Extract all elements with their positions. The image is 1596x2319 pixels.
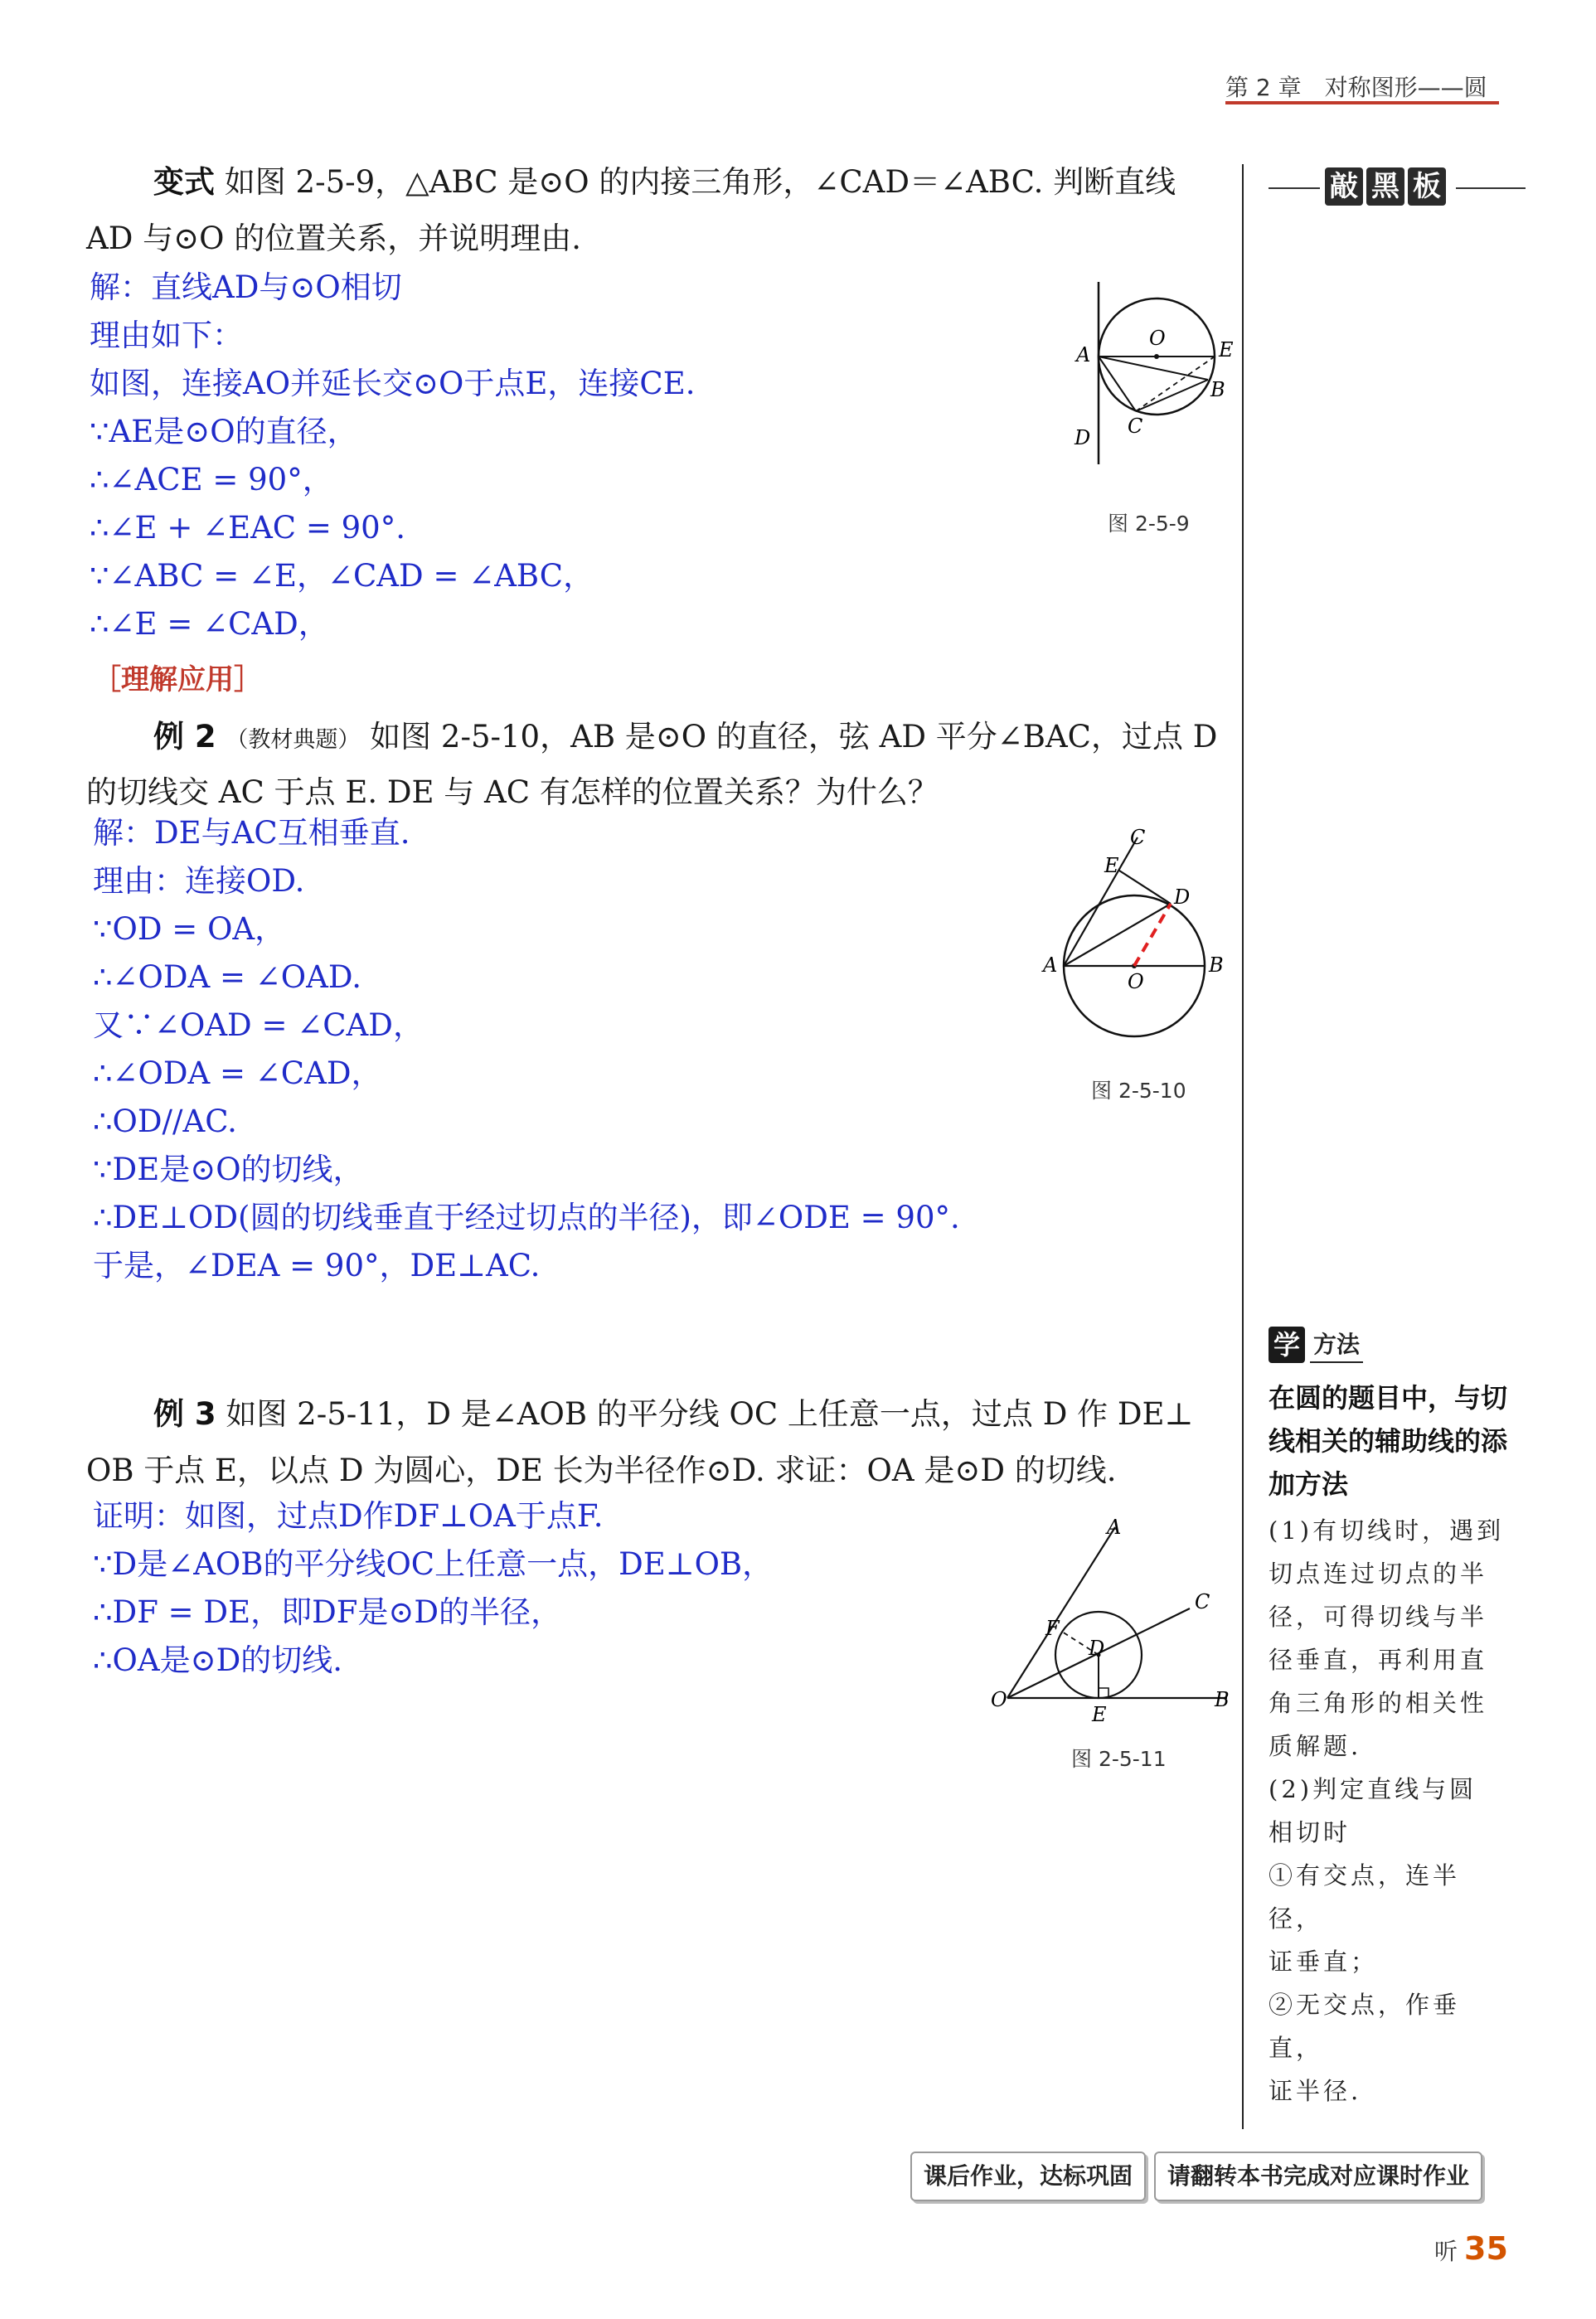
board-line-left xyxy=(1269,187,1320,189)
answer-line: ∵OD = OA， xyxy=(93,911,286,947)
example3-answer xyxy=(93,1492,773,1685)
figure-caption-2-5-10: 图 2-5-10 xyxy=(1091,1079,1186,1103)
method-line: 相切时 xyxy=(1269,1818,1351,1846)
variant-question-line1 xyxy=(153,154,1176,211)
answer-line: ∴OA是⊙D的切线. xyxy=(93,1642,343,1678)
aux-line-od xyxy=(1134,904,1171,966)
example2-question-line1 xyxy=(153,709,1217,769)
answer-line: ∴∠ODA = ∠OAD. xyxy=(93,959,361,995)
figure-caption-2-5-11: 图 2-5-11 xyxy=(1071,1747,1167,1771)
answer-line: ∵AE是⊙O的直径， xyxy=(90,414,358,449)
variant-tag: 变式 xyxy=(153,164,215,200)
example3-text-1: 如图 2-5-11，D 是∠AOB 的平分线 OC 上任意一点，过点 D 作 DE⊥ xyxy=(226,1396,1194,1432)
board-char: 黑 xyxy=(1366,167,1404,206)
page-prefix: 听 xyxy=(1434,2238,1458,2265)
header-divider xyxy=(1225,101,1499,104)
figure-caption-2-5-9: 图 2-5-9 xyxy=(1108,512,1190,536)
answer-line: ∴DF = DE，即DF是⊙D的半径， xyxy=(93,1594,562,1630)
method-title: 在圆的题目中，与切线相关的辅助线的添加方法 xyxy=(1269,1382,1508,1500)
method-line: 质解题. xyxy=(1269,1732,1362,1760)
method-line: ①有交点，连半径， xyxy=(1269,1861,1461,1933)
section-label-application: ［理解应用］ xyxy=(93,663,262,696)
method-line: 径垂直，再利用直 xyxy=(1269,1646,1488,1674)
example2-question-line2: 的切线交 AC 于点 E. DE 与 AC 有怎样的位置关系？为什么？ xyxy=(86,774,939,810)
answer-line: ∴OD//AC. xyxy=(93,1104,237,1139)
answer-line: 于是，∠DEA = 90°，DE⊥AC. xyxy=(93,1248,541,1283)
method-line: 径，可得切线与半 xyxy=(1269,1603,1488,1631)
label-c: C xyxy=(1130,826,1146,849)
example3-question-line2: OB 于点 E，以点 D 为圆心，DE 长为半径作⊙D. 求证：OA 是⊙D 的切线. xyxy=(86,1453,1117,1488)
answer-line: ∴∠ACE = 90°， xyxy=(90,462,333,497)
variant-question-line2: AD 与⊙O 的位置关系，并说明理由. xyxy=(86,221,582,256)
answer-line: ∴∠E + ∠EAC = 90°. xyxy=(90,510,405,546)
label-a: A xyxy=(1076,343,1091,366)
segment-ce-dashed xyxy=(1136,357,1215,411)
label-c: C xyxy=(1128,415,1143,438)
label-c: C xyxy=(1195,1590,1210,1613)
flip-book-box: 请翻转本书完成对应课时作业 xyxy=(1154,2152,1482,2201)
method-line: (1)有切线时，遇到 xyxy=(1269,1516,1505,1545)
example2-tag: 例 2 xyxy=(153,719,216,754)
answer-line: 解：直线AD与⊙O相切 xyxy=(90,269,402,305)
knock-board-label xyxy=(1269,164,1517,211)
answer-line: ∴∠E = ∠CAD， xyxy=(90,606,329,642)
answer-line: ∵DE是⊙O的切线， xyxy=(93,1152,364,1187)
figure-2-5-10 xyxy=(1028,821,1244,1053)
method-line: 证垂直； xyxy=(1269,1948,1379,1976)
method-line: 角三角形的相关性 xyxy=(1269,1689,1488,1717)
figure-2-5-9 xyxy=(1053,274,1252,473)
chapter-header: 第 2 章 对称图形——圆 xyxy=(1225,74,1487,101)
example3-question-line1 xyxy=(153,1386,1193,1443)
method-line: 切点连过切点的半 xyxy=(1269,1560,1488,1588)
method-line: (2)判定直线与圆 xyxy=(1269,1775,1477,1803)
method-line: ②无交点，作垂直， xyxy=(1269,1991,1461,2062)
method-xue-badge: 学 xyxy=(1269,1327,1305,1363)
page-number-value: 35 xyxy=(1464,2230,1508,2267)
label-b: B xyxy=(1210,378,1225,401)
answer-line: 又∵∠OAD = ∠CAD， xyxy=(93,1007,424,1043)
example2-source: （教材典题） xyxy=(226,727,361,753)
label-o: O xyxy=(991,1688,1007,1711)
label-b: B xyxy=(1215,1688,1230,1711)
homework-label-box: 课后作业，达标巩固 xyxy=(910,2152,1146,2201)
label-e: E xyxy=(1104,854,1119,877)
method-line: 证半径. xyxy=(1269,2077,1362,2105)
answer-line: ∵D是∠AOB的平分线OC上任意一点，DE⊥OB， xyxy=(93,1546,774,1582)
tangent-de xyxy=(1119,871,1171,904)
label-d: D xyxy=(1075,426,1091,449)
label-f: F xyxy=(1045,1617,1060,1640)
board-char: 板 xyxy=(1408,167,1446,206)
answer-line: 理由如下： xyxy=(90,318,243,353)
board-char: 敲 xyxy=(1325,167,1363,206)
method-body xyxy=(1269,1509,1509,2113)
figure-2-5-11 xyxy=(991,1509,1239,1725)
label-d: D xyxy=(1174,885,1191,909)
answer-line: ∴DE⊥OD(圆的切线垂直于经过切点的半径)，即∠ODE = 90°. xyxy=(93,1200,960,1235)
label-e: E xyxy=(1092,1703,1107,1725)
answer-line: 证明：如图，过点D作DF⊥OA于点F. xyxy=(93,1498,604,1534)
method-heading xyxy=(1269,1327,1363,1363)
variant-text-1: 如图 2-5-9，△ABC 是⊙O 的内接三角形，∠CAD＝∠ABC. 判断直线 xyxy=(224,164,1176,200)
answer-line: ∴∠ODA = ∠CAD， xyxy=(93,1055,382,1091)
answer-line: 解：DE与AC互相垂直. xyxy=(93,815,410,851)
answer-line: 如图，连接AO并延长交⊙O于点E，连接CE. xyxy=(90,366,696,401)
label-d: D xyxy=(1089,1637,1105,1660)
label-a: A xyxy=(1043,953,1058,977)
example2-text-1: 如图 2-5-10，AB 是⊙O 的直径，弦 AD 平分∠BAC，过点 D xyxy=(370,719,1218,754)
answer-line: 理由：连接OD. xyxy=(93,863,305,899)
example3-tag: 例 3 xyxy=(153,1396,216,1432)
label-a: A xyxy=(1107,1516,1122,1539)
variant-answer xyxy=(90,264,695,648)
chord-ac xyxy=(1064,837,1138,966)
method-fa-label: 方法 xyxy=(1310,1327,1363,1363)
label-o: O xyxy=(1128,970,1144,993)
segment-cb xyxy=(1136,380,1208,411)
segment-ac xyxy=(1099,357,1136,411)
answer-line: ∵∠ABC = ∠E，∠CAD = ∠ABC， xyxy=(90,558,594,594)
label-o: O xyxy=(1149,327,1166,350)
board-line-right xyxy=(1456,187,1526,189)
segment-ab xyxy=(1099,357,1208,380)
chord-ad xyxy=(1064,904,1171,966)
label-e: E xyxy=(1219,338,1234,361)
label-b: B xyxy=(1209,953,1224,977)
page-number xyxy=(1434,2230,1508,2267)
example2-answer xyxy=(93,809,960,1290)
